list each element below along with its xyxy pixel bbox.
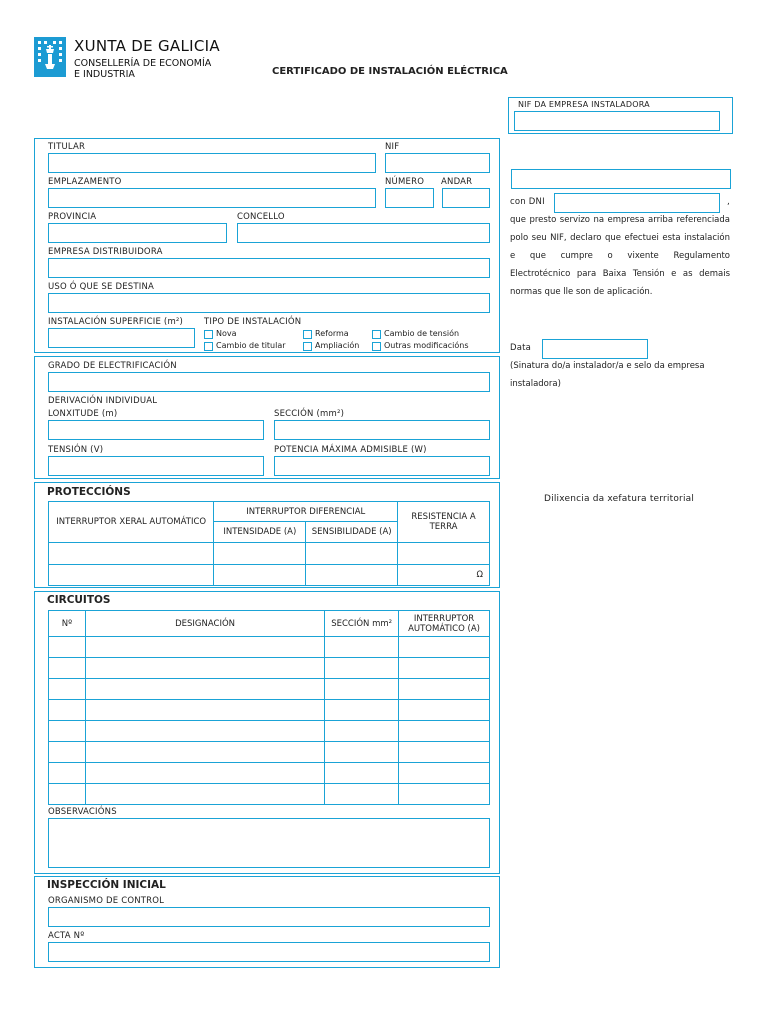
company-nif-label: NIF DA EMPRESA INSTALADORA bbox=[518, 100, 650, 109]
emplazamento-label: EMPLAZAMENTO bbox=[48, 177, 122, 187]
col-interruptor-header: INTERRUPTOR AUTOMÁTICO (A) bbox=[399, 611, 490, 637]
cell[interactable] bbox=[85, 784, 324, 805]
cell[interactable] bbox=[85, 658, 324, 679]
col-designacion-header: DESIGNACIÓN bbox=[85, 611, 324, 637]
nif-field[interactable] bbox=[385, 153, 490, 173]
ohm-unit: Ω bbox=[476, 570, 483, 580]
cell[interactable] bbox=[325, 742, 399, 763]
cell[interactable] bbox=[325, 679, 399, 700]
empresa-distribuidora-label: EMPRESA DISTRIBUIDORA bbox=[48, 247, 163, 257]
option-cambio-tension-label: Cambio de tensión bbox=[384, 329, 460, 338]
tension-label: TENSIÓN (V) bbox=[48, 445, 104, 455]
checkbox-nova[interactable] bbox=[204, 330, 213, 339]
col-diferencial-header: INTERRUPTOR DIFERENCIAL bbox=[214, 502, 398, 522]
checkbox-ampliacion[interactable] bbox=[303, 342, 312, 351]
circuits-title: CIRCUITOS bbox=[47, 594, 111, 606]
option-outras-modificacions-label: Outras modificacións bbox=[384, 341, 469, 350]
numero-field[interactable] bbox=[385, 188, 434, 208]
cell[interactable] bbox=[49, 700, 86, 721]
dept-line-1: CONSELLERÍA DE ECONOMÍA bbox=[74, 58, 212, 69]
andar-label: ANDAR bbox=[441, 177, 473, 187]
titular-field[interactable] bbox=[48, 153, 376, 173]
checkbox-cambio-titular[interactable] bbox=[204, 342, 213, 351]
cell[interactable] bbox=[399, 721, 490, 742]
cell[interactable] bbox=[325, 700, 399, 721]
lonxitude-field[interactable] bbox=[48, 420, 264, 440]
cell[interactable] bbox=[85, 700, 324, 721]
numero-label: NÚMERO bbox=[385, 177, 425, 187]
org-name: XUNTA DE GALICIA bbox=[74, 37, 220, 55]
tension-field[interactable] bbox=[48, 456, 264, 476]
cell[interactable] bbox=[85, 721, 324, 742]
table-row bbox=[49, 658, 490, 679]
cell[interactable] bbox=[85, 742, 324, 763]
cell[interactable] bbox=[49, 565, 214, 586]
cell[interactable] bbox=[85, 679, 324, 700]
dni-comma: , bbox=[727, 197, 730, 207]
cell[interactable] bbox=[399, 658, 490, 679]
coat-of-arms-icon bbox=[34, 37, 66, 77]
grado-field[interactable] bbox=[48, 372, 490, 392]
cell[interactable] bbox=[49, 637, 86, 658]
potencia-label: POTENCIA MÁXIMA ADMISIBLE (W) bbox=[274, 445, 427, 455]
protections-table bbox=[48, 501, 490, 586]
superficie-label: INSTALACIÓN SUPERFICIE (m²) bbox=[48, 317, 184, 327]
cell[interactable] bbox=[214, 565, 306, 586]
protections-title: PROTECCIÓNS bbox=[47, 486, 131, 498]
cell[interactable] bbox=[49, 721, 86, 742]
emplazamento-field[interactable] bbox=[48, 188, 376, 208]
table-row bbox=[49, 565, 490, 586]
company-nif-field[interactable] bbox=[514, 111, 720, 131]
empresa-distribuidora-field[interactable] bbox=[48, 258, 490, 278]
signature-note: (Sinatura do/a instalador/a e selo da empresa instaladora) bbox=[510, 361, 705, 389]
option-reforma-label: Reforma bbox=[315, 329, 349, 338]
cell[interactable] bbox=[399, 763, 490, 784]
organismo-label: ORGANISMO DE CONTROL bbox=[48, 896, 165, 906]
cell[interactable] bbox=[325, 784, 399, 805]
table-row bbox=[49, 700, 490, 721]
tipo-instalacion-label: TIPO DE INSTALACIÓN bbox=[204, 317, 302, 327]
cell[interactable] bbox=[49, 784, 86, 805]
col-xeral-header: INTERRUPTOR XERAL AUTOMÁTICO bbox=[49, 502, 214, 543]
provincia-field[interactable] bbox=[48, 223, 227, 243]
cell[interactable] bbox=[214, 543, 306, 565]
dept-line-2: E INDUSTRIA bbox=[74, 69, 135, 80]
table-row bbox=[49, 763, 490, 784]
provincia-label: PROVINCIA bbox=[48, 212, 97, 222]
observacions-label: OBSERVACIÓNS bbox=[48, 807, 117, 817]
acta-label: ACTA Nº bbox=[48, 931, 85, 941]
table-row bbox=[49, 637, 490, 658]
uso-field[interactable] bbox=[48, 293, 490, 313]
cell[interactable] bbox=[325, 763, 399, 784]
uso-label: USO Ó QUE SE DESTINA bbox=[48, 282, 155, 292]
table-row bbox=[49, 784, 490, 805]
con-dni-label: con DNI bbox=[510, 197, 545, 207]
lonxitude-label: LONXITUDE (m) bbox=[48, 409, 118, 419]
cell[interactable] bbox=[49, 658, 86, 679]
cell[interactable] bbox=[398, 543, 490, 565]
concello-field[interactable] bbox=[237, 223, 490, 243]
declaration-text: que presto servizo na empresa arriba referenciada polo seu NIF, declaro que efectuei esta instalación e que cumpre o vixente Regulamento Electrotécnico para Baixa Tensión e as demais normas que lle son de aplicación. bbox=[510, 215, 730, 297]
seccion-field[interactable] bbox=[274, 420, 490, 440]
derivacion-label: DERIVACIÓN INDIVIDUAL bbox=[48, 396, 158, 406]
superficie-field[interactable] bbox=[48, 328, 195, 348]
option-ampliacion-label: Ampliación bbox=[315, 341, 360, 350]
option-nova-label: Nova bbox=[216, 329, 237, 338]
circuits-table bbox=[48, 610, 490, 805]
data-label: Data bbox=[510, 343, 532, 353]
option-cambio-titular-label: Cambio de titular bbox=[216, 341, 286, 350]
andar-field[interactable] bbox=[442, 188, 490, 208]
checkbox-outras-modificacions[interactable] bbox=[372, 342, 381, 351]
organismo-field[interactable] bbox=[48, 907, 490, 927]
cell[interactable] bbox=[49, 742, 86, 763]
cell[interactable] bbox=[325, 637, 399, 658]
cell[interactable] bbox=[306, 543, 398, 565]
acta-field[interactable] bbox=[48, 942, 490, 962]
cell[interactable] bbox=[399, 637, 490, 658]
cell[interactable] bbox=[49, 763, 86, 784]
cell[interactable] bbox=[399, 784, 490, 805]
cell[interactable] bbox=[306, 565, 398, 586]
cell[interactable] bbox=[49, 543, 214, 565]
col-n-header: Nº bbox=[49, 611, 86, 637]
seccion-label: SECCIÓN (mm²) bbox=[274, 409, 345, 419]
document-title: CERTIFICADO DE INSTALACIÓN ELÉCTRICA bbox=[272, 66, 508, 77]
table-row bbox=[49, 742, 490, 763]
inspection-title: INSPECCIÓN INICIAL bbox=[47, 879, 166, 891]
xunta-logo bbox=[34, 37, 66, 77]
cell[interactable] bbox=[49, 679, 86, 700]
observacions-field[interactable] bbox=[48, 818, 490, 868]
table-row bbox=[49, 679, 490, 700]
col-resistencia-header: RESISTENCIA A TERRA bbox=[398, 502, 490, 543]
col-seccion-header: SECCIÓN mm² bbox=[325, 611, 399, 637]
resistencia-cell[interactable] bbox=[398, 565, 490, 586]
dni-field[interactable] bbox=[554, 193, 720, 213]
table-row bbox=[49, 721, 490, 742]
cell[interactable] bbox=[399, 742, 490, 763]
cell[interactable] bbox=[399, 700, 490, 721]
checkbox-cambio-tension[interactable] bbox=[372, 330, 381, 339]
titular-label: TITULAR bbox=[48, 142, 86, 152]
cell[interactable] bbox=[85, 763, 324, 784]
col-intensidade-header: INTENSIDADE (A) bbox=[214, 522, 306, 543]
grado-label: GRADO DE ELECTRIFICACIÓN bbox=[48, 361, 177, 371]
checkbox-reforma[interactable] bbox=[303, 330, 312, 339]
dilixencia-label: Dilixencia da xefatura territorial bbox=[544, 494, 695, 504]
nif-label: NIF bbox=[385, 142, 400, 152]
cell[interactable] bbox=[325, 721, 399, 742]
concello-label: CONCELLO bbox=[237, 212, 285, 222]
cell[interactable] bbox=[325, 658, 399, 679]
installer-name-field[interactable] bbox=[511, 169, 731, 189]
cell[interactable] bbox=[399, 679, 490, 700]
col-sensibilidade-header: SENSIBILIDADE (A) bbox=[306, 522, 398, 543]
table-row bbox=[49, 543, 490, 565]
potencia-field[interactable] bbox=[274, 456, 490, 476]
date-field[interactable] bbox=[542, 339, 648, 359]
cell[interactable] bbox=[85, 637, 324, 658]
